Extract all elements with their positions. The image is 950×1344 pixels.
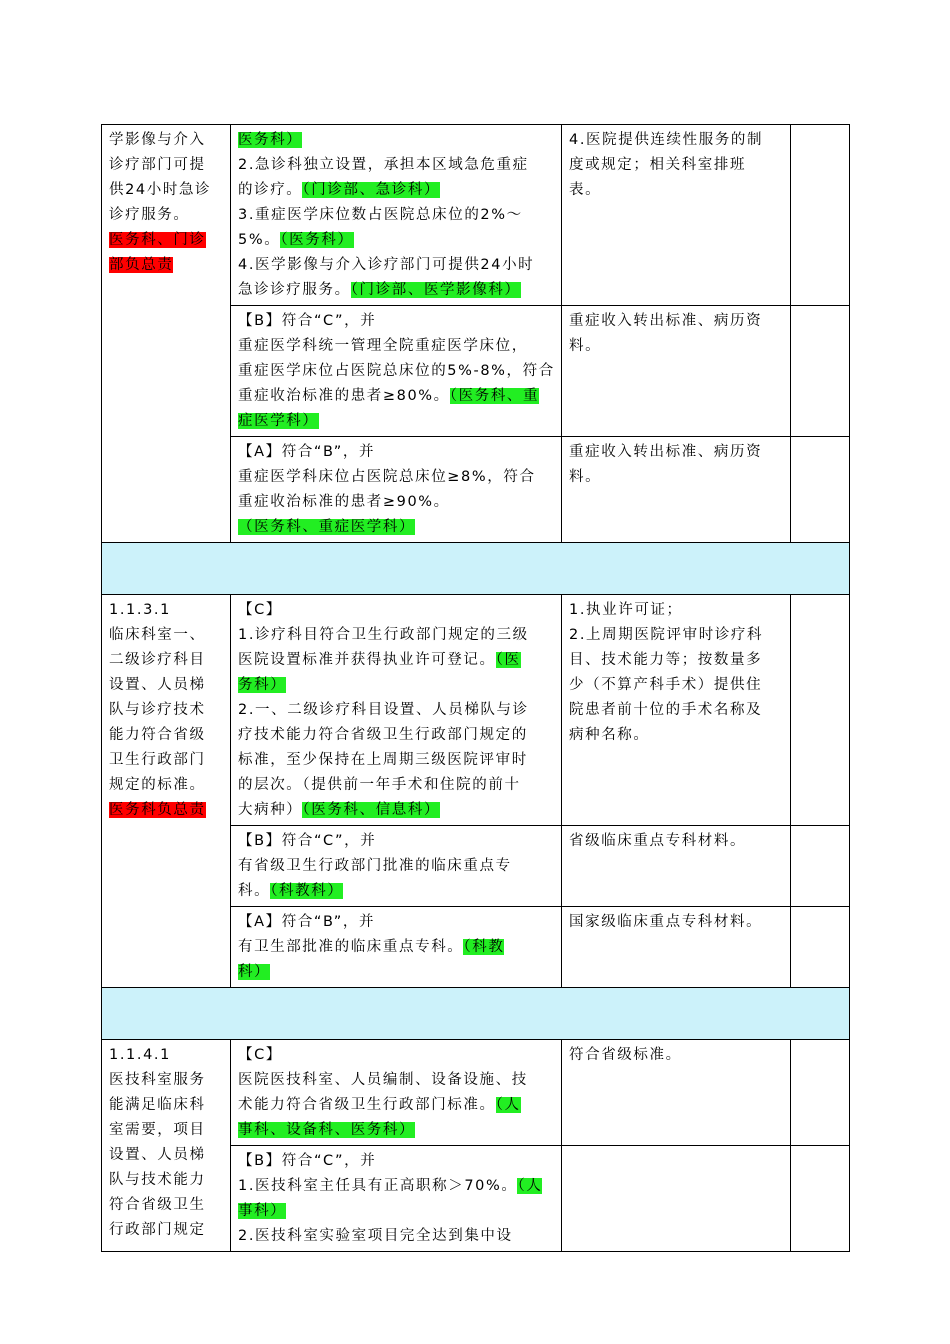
- criteria-line: 3.重症医学床位数占医院总床位的2%～: [238, 207, 523, 223]
- dept-highlight: （门诊部、医学影像科）: [350, 282, 521, 298]
- clause-line: 学影像与介入: [109, 132, 206, 148]
- clause-line: 室需要，项目: [109, 1122, 206, 1138]
- criteria-text: 科。: [238, 883, 271, 899]
- criteria-line: 【B】符合“C”，并: [238, 1153, 377, 1169]
- clause-line: 队与诊疗技术: [109, 702, 206, 718]
- dept-highlight: （医务科、重: [449, 388, 540, 404]
- evidence-cell: [562, 437, 791, 543]
- evidence-line: 少（不算产科手术）提供住: [569, 677, 763, 693]
- criteria-line: 【B】符合“C”，并: [238, 833, 377, 849]
- criteria-line: 疗技术能力符合省级卫生行政部门规定的: [238, 727, 528, 743]
- dept-highlight: （人: [517, 1178, 543, 1194]
- clause-line: 临床科室一、: [109, 627, 206, 643]
- criteria-line: 有省级卫生行政部门批准的临床重点专: [238, 858, 512, 874]
- dept-highlight: （医: [495, 652, 521, 668]
- criteria-text: 重症收治标准的患者≥80%。: [238, 388, 450, 404]
- section-header-row: [102, 543, 850, 595]
- criteria-line: 1.诊疗科目符合卫生行政部门规定的三级: [238, 627, 529, 643]
- evidence-line: 2.上周期医院评审时诊疗科: [569, 627, 764, 643]
- evidence-line: 4.医院提供连续性服务的制: [569, 132, 764, 148]
- blank-cell: [791, 437, 850, 543]
- evidence-line: 省级临床重点专科材料。: [569, 833, 747, 849]
- criteria-cell: [231, 306, 562, 437]
- criteria-line: 4.医学影像与介入诊疗部门可提供24小时: [238, 257, 535, 273]
- dept-highlight: 务科）: [238, 677, 287, 693]
- criteria-text: 有卫生部批准的临床重点专科。: [238, 939, 464, 955]
- evidence-cell: [562, 125, 791, 306]
- dept-highlight: 事科、设备科、医务科）: [238, 1122, 416, 1138]
- evidence-line: 院患者前十位的手术名称及: [569, 702, 763, 718]
- evidence-line: 重症收入转出标准、病历资: [569, 313, 763, 329]
- evidence-line: 重症收入转出标准、病历资: [569, 444, 763, 460]
- evidence-cell: [562, 306, 791, 437]
- criteria-line: 重症医学科床位占医院总床位≥8%，符合: [238, 469, 536, 485]
- criteria-cell: [231, 125, 562, 306]
- clause-line: 卫生行政部门: [109, 752, 206, 768]
- section-header-row: [102, 988, 850, 1040]
- dept-highlight: （人: [495, 1097, 521, 1113]
- criteria-text: 术能力符合省级卫生行政部门标准。: [238, 1097, 496, 1113]
- clause-cell: [102, 595, 231, 988]
- criteria-line: 2.医技科室实验室项目完全达到集中设: [238, 1228, 513, 1244]
- clause-line: 行政部门规定: [109, 1222, 206, 1238]
- criteria-text: 急诊诊疗服务。: [238, 282, 351, 298]
- evidence-line: 目、技术能力等；按数量多: [569, 652, 763, 668]
- criteria-cell: [231, 595, 562, 826]
- evidence-line: 度或规定；相关科室排班: [569, 157, 747, 173]
- evidence-cell: [562, 1146, 791, 1252]
- table-row: [102, 595, 850, 826]
- blank-cell: [791, 125, 850, 306]
- blank-cell: [791, 306, 850, 437]
- dept-highlight: （科教科）: [270, 883, 344, 899]
- blank-cell: [791, 595, 850, 826]
- blank-cell: [791, 907, 850, 988]
- evidence-line: 表。: [569, 182, 602, 198]
- section-header: [102, 988, 850, 1040]
- responsible-dept-tag: 部负总责: [109, 257, 174, 273]
- blank-cell: [791, 1146, 850, 1252]
- criteria-text: 的诊疗。: [238, 182, 303, 198]
- criteria-cell: [231, 907, 562, 988]
- dept-highlight: 事科）: [238, 1203, 287, 1219]
- criteria-line: 【A】符合“B”，并: [238, 914, 376, 930]
- evidence-line: 料。: [569, 469, 602, 485]
- evidence-line: 病种名称。: [569, 727, 650, 743]
- criteria-line: 【A】符合“B”，并: [238, 444, 376, 460]
- clause-line: 诊疗服务。: [109, 207, 190, 223]
- blank-cell: [791, 826, 850, 907]
- criteria-text: 医院设置标准并获得执业许可登记。: [238, 652, 496, 668]
- standards-table: [101, 124, 850, 1252]
- criteria-line: 重症收治标准的患者≥90%。: [238, 494, 450, 510]
- evidence-line: 符合省级标准。: [569, 1047, 682, 1063]
- dept-highlight: 症医学科）: [238, 413, 319, 429]
- evidence-line: 国家级临床重点专科材料。: [569, 914, 763, 930]
- criteria-line: 重症医学科统一管理全院重症医学床位，: [238, 338, 528, 354]
- criteria-line: 【B】符合“C”，并: [238, 313, 377, 329]
- criteria-cell: [231, 437, 562, 543]
- clause-line: 二级诊疗科目: [109, 652, 206, 668]
- criteria-line: 2.急诊科独立设置，承担本区域急危重症: [238, 157, 529, 173]
- criteria-line: 2.一、二级诊疗科目设置、人员梯队与诊: [238, 702, 529, 718]
- clause-cell: [102, 1040, 231, 1252]
- table-row: [102, 1040, 850, 1146]
- dept-highlight: （医务科、重症医学科）: [238, 519, 416, 535]
- criteria-cell: [231, 1146, 562, 1252]
- evidence-line: 1.执业许可证；: [569, 602, 683, 618]
- evidence-cell: [562, 1040, 791, 1146]
- evidence-line: 料。: [569, 338, 602, 354]
- clause-line: 规定的标准。: [109, 777, 206, 793]
- clause-line: 符合省级卫生: [109, 1197, 206, 1213]
- blank-cell: [791, 1040, 850, 1146]
- responsible-dept-tag: 医务科、门诊: [109, 232, 206, 248]
- clause-line: 供24小时急诊: [109, 182, 212, 198]
- criteria-line: 的层次。（提供前一年手术和住院的前十: [238, 777, 521, 793]
- responsible-dept-tag: 医务科负总责: [109, 802, 206, 818]
- dept-highlight: （医务科）: [280, 232, 354, 248]
- clause-line: 1.1.4.1: [109, 1047, 171, 1063]
- clause-line: 医技科室服务: [109, 1072, 206, 1088]
- table-row: [102, 125, 850, 306]
- criteria-text: 5%。: [238, 232, 281, 248]
- clause-line: 设置、人员梯: [109, 677, 206, 693]
- criteria-cell: [231, 826, 562, 907]
- criteria-line: 重症医学床位占医院总床位的5%-8%，符合: [238, 363, 555, 379]
- clause-cell: [102, 125, 231, 543]
- criteria-cell: [231, 1040, 562, 1146]
- evidence-cell: [562, 907, 791, 988]
- dept-highlight: 科）: [238, 964, 271, 980]
- clause-line: 1.1.3.1: [109, 602, 171, 618]
- criteria-line: 标准，至少保持在上周期三级医院评审时: [238, 752, 528, 768]
- criteria-text: 1.医技科室主任具有正高职称＞70%。: [238, 1178, 518, 1194]
- clause-line: 诊疗部门可提: [109, 157, 206, 173]
- dept-highlight: 医务科）: [238, 132, 303, 148]
- clause-line: 设置、人员梯: [109, 1147, 206, 1163]
- dept-highlight: （医务科、信息科）: [302, 802, 441, 818]
- dept-highlight: （科教: [463, 939, 505, 955]
- clause-line: 能力符合省级: [109, 727, 206, 743]
- section-header: [102, 543, 850, 595]
- evidence-cell: [562, 826, 791, 907]
- criteria-line: 【C】: [238, 1047, 282, 1063]
- dept-highlight: （门诊部、急诊科）: [302, 182, 441, 198]
- clause-line: 能满足临床科: [109, 1097, 206, 1113]
- criteria-line: 【C】: [238, 602, 282, 618]
- criteria-text: 大病种）: [238, 802, 303, 818]
- evidence-cell: [562, 595, 791, 826]
- criteria-line: 医院医技科室、人员编制、设备设施、技: [238, 1072, 528, 1088]
- clause-line: 队与技术能力: [109, 1172, 206, 1188]
